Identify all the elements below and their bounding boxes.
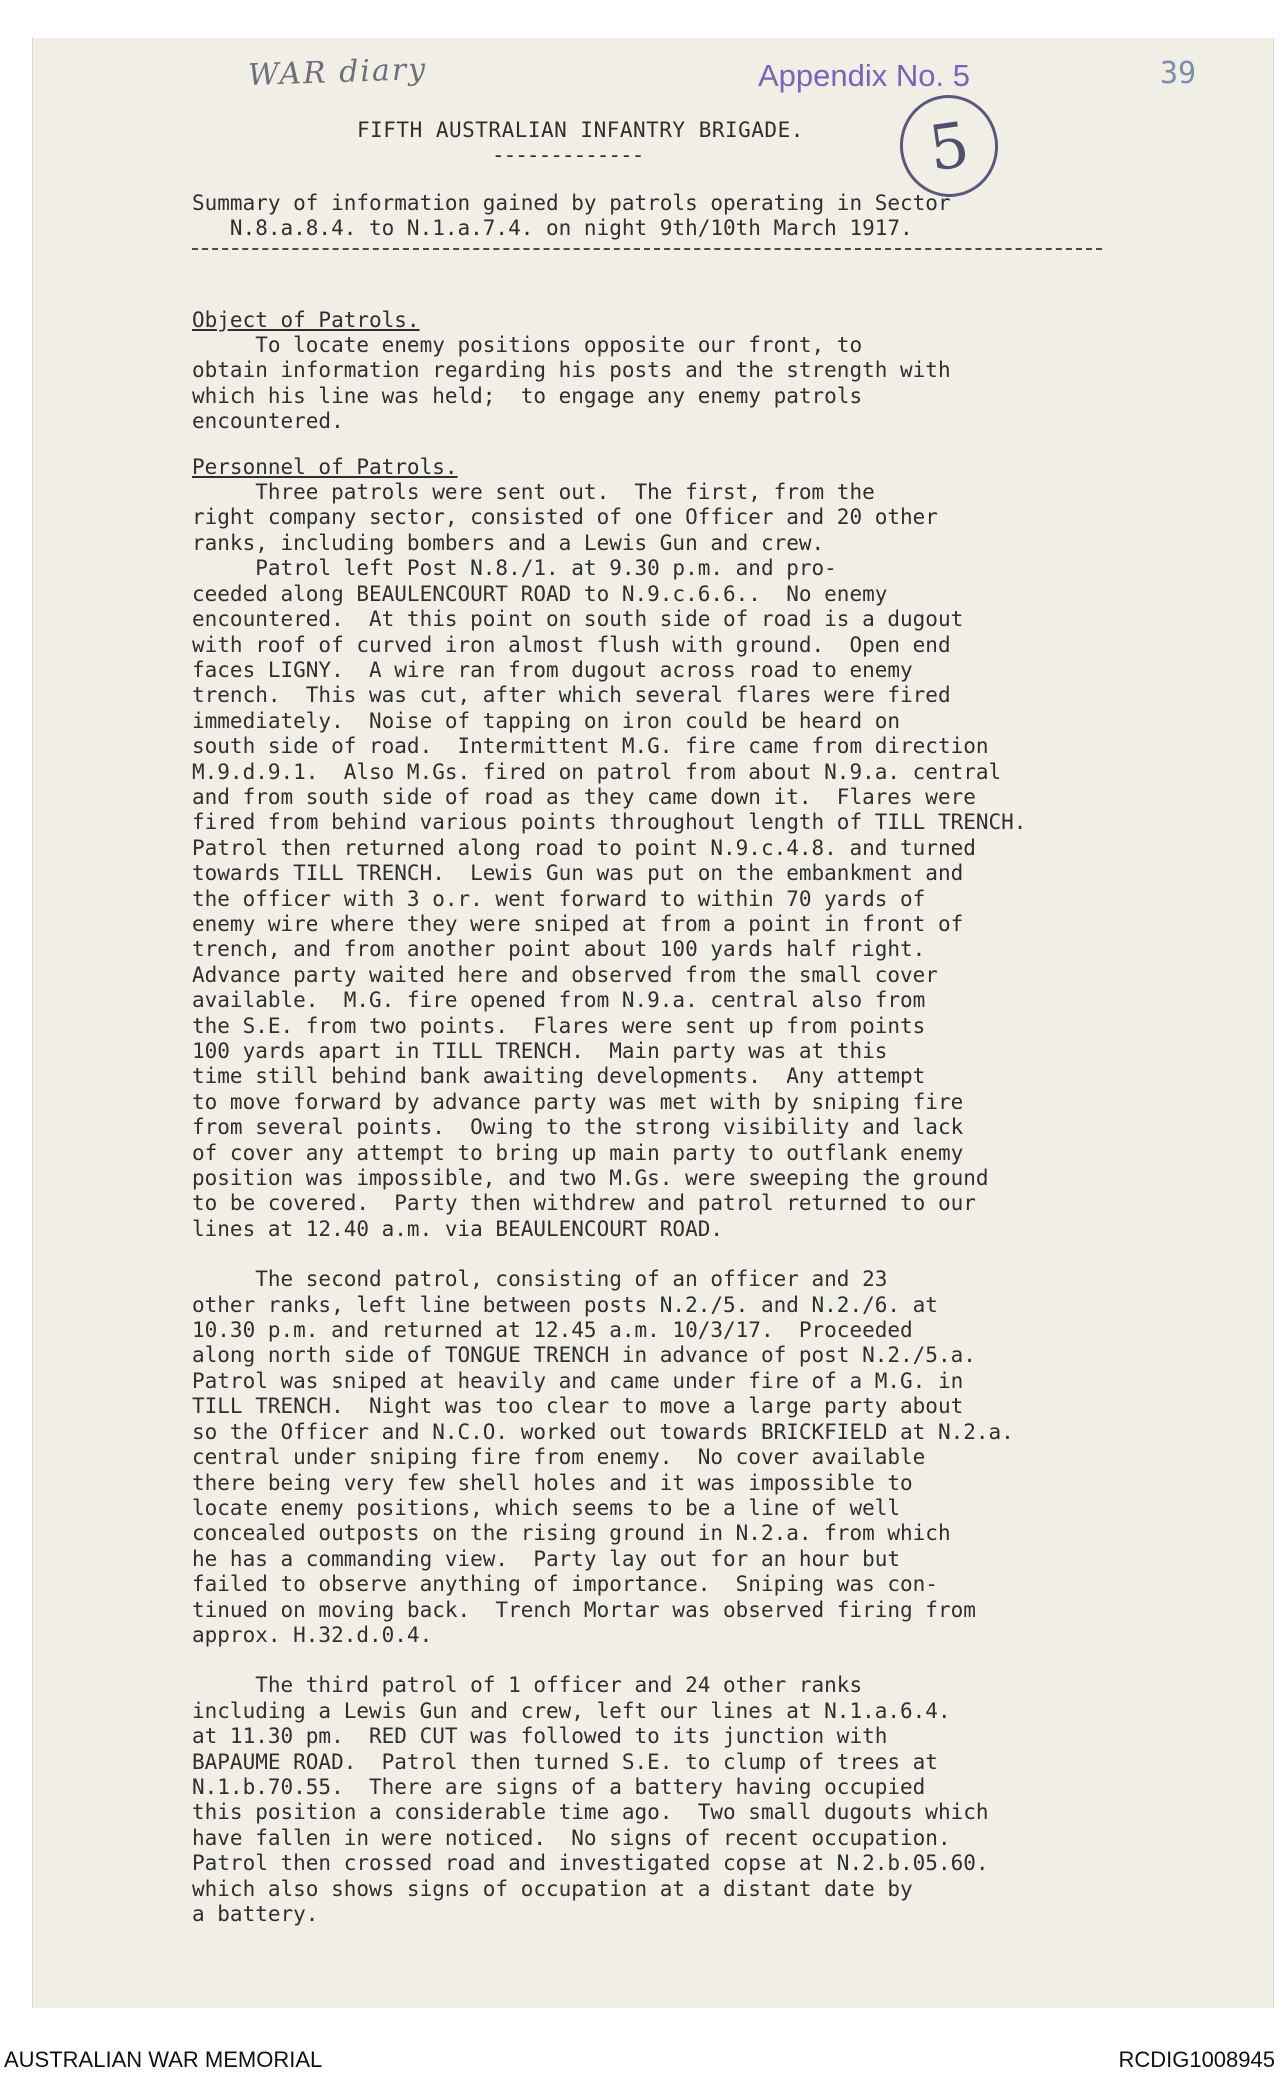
text-line: The third patrol of 1 officer and 24 other ranks xyxy=(192,1673,863,1698)
text-line: he has a commanding view. Party lay out for an hour but xyxy=(192,1546,901,1571)
summary-block xyxy=(192,191,1192,242)
text-line: immediately. Noise of tapping on iron could be heard on xyxy=(192,708,901,733)
text-line: encountered. At this point on south side of road is a dugout xyxy=(192,607,964,632)
text-line: which also shows signs of occupation at a distant date by xyxy=(192,1876,913,1901)
text-line: so the Officer and N.C.O. worked out towards BRICKFIELD at N.2.a. xyxy=(192,1419,1014,1444)
section-rule xyxy=(192,248,1102,250)
personnel-heading: Personnel of Patrols. xyxy=(192,454,458,479)
text-line: encountered. xyxy=(192,409,344,434)
text-line: 10.30 p.m. and returned at 12.45 a.m. 10/3/17. Proceeded xyxy=(192,1318,913,1343)
text-line: N.1.b.70.55. There are signs of a battery having occupied xyxy=(192,1774,926,1799)
text-line: Patrol then crossed road and investigated copse at N.2.b.05.60. xyxy=(192,1851,989,1876)
text-line: lines at 12.40 a.m. via BEAULENCOURT ROAD. xyxy=(192,1216,724,1241)
text-line: tinued on moving back. Trench Mortar was observed firing from xyxy=(192,1597,976,1622)
text-line: the officer with 3 o.r. went forward to within 70 yards of xyxy=(192,886,926,911)
text-line: concealed outposts on the rising ground in N.2.a. from which xyxy=(192,1521,951,1546)
second-patrol-body xyxy=(192,1267,1192,1648)
text-line: Patrol then returned along road to point N.9.c.4.8. and turned xyxy=(192,835,976,860)
text-line: with roof of curved iron almost flush with ground. Open end xyxy=(192,632,951,657)
text-line: from several points. Owing to the strong visibility and lack xyxy=(192,1115,964,1140)
text-line: Patrol left Post N.8./1. at 9.30 p.m. and pro- xyxy=(192,556,837,581)
text-line: position was impossible, and two M.Gs. were sweeping the ground xyxy=(192,1166,989,1191)
text-line: BAPAUME ROAD. Patrol then turned S.E. to clump of trees at xyxy=(192,1749,938,1774)
text-line: To locate enemy positions opposite our front, to xyxy=(192,333,863,358)
text-line: a battery. xyxy=(192,1902,319,1926)
appendix-stamp: Appendix No. 5 xyxy=(758,58,970,93)
object-section xyxy=(192,308,1192,435)
text-line: there being very few shell holes and it was impossible to xyxy=(192,1470,913,1495)
object-body xyxy=(192,333,1192,435)
text-line: ranks, including bombers and a Lewis Gun and crew. xyxy=(192,530,825,555)
object-heading: Object of Patrols. xyxy=(192,307,420,332)
circled-number-text: 5 xyxy=(924,107,974,185)
personnel-section xyxy=(192,455,1192,1243)
text-line: of cover any attempt to bring up main party to outflank enemy xyxy=(192,1140,964,1165)
text-line: along north side of TONGUE TRENCH in advance of post N.2./5.a. xyxy=(192,1343,976,1368)
text-line: time still behind bank awaiting developments. Any attempt xyxy=(192,1064,926,1089)
title-underline: ------------- xyxy=(492,143,644,168)
text-line: the S.E. from two points. Flares were sent up from points xyxy=(192,1013,926,1038)
text-line: central under sniping fire from enemy. No cover available xyxy=(192,1445,926,1470)
text-line: to move forward by advance party was met with by sniping fire xyxy=(192,1089,964,1114)
text-line: this position a considerable time ago. Two small dugouts which xyxy=(192,1800,989,1825)
text-line: and from south side of road as they came down it. Flares were xyxy=(192,784,976,809)
document-title: FIFTH AUSTRALIAN INFANTRY BRIGADE. xyxy=(357,118,804,142)
typed-document xyxy=(192,118,1192,1927)
text-line: faces LIGNY. A wire ran from dugout across road to enemy xyxy=(192,657,913,682)
text-line: failed to observe anything of importance. Sniping was con- xyxy=(192,1572,938,1597)
text-line: Three patrols were sent out. The first, from the xyxy=(192,480,875,505)
text-line: M.9.d.9.1. Also M.Gs. fired on patrol from about N.9.a. central xyxy=(192,759,1002,784)
third-patrol-body xyxy=(192,1673,1192,1927)
summary-line: N.8.a.8.4. to N.1.a.7.4. on night 9th/10th March 1917. xyxy=(192,216,913,241)
text-line: The second patrol, consisting of an officer and 23 xyxy=(192,1267,888,1292)
text-line: right company sector, consisted of one Officer and 20 other xyxy=(192,505,938,530)
text-line: Patrol was sniped at heavily and came under fire of a M.G. in xyxy=(192,1368,964,1393)
text-line: available. M.G. fire opened from N.9.a. central also from xyxy=(192,988,926,1013)
text-line: fired from behind various points throughout length of TILL TRENCH. xyxy=(192,810,1027,835)
handwritten-war-diary-note: WAR diary xyxy=(247,51,428,94)
first-patrol-body xyxy=(192,480,1192,1242)
text-line: trench, and from another point about 100 yards half right. xyxy=(192,937,926,962)
text-line: TILL TRENCH. Night was too clear to move a large party about xyxy=(192,1394,964,1419)
summary-line: Summary of information gained by patrols operating in Sector xyxy=(192,190,951,215)
text-line: 100 yards apart in TILL TRENCH. Main party was at this xyxy=(192,1039,888,1063)
text-line: including a Lewis Gun and crew, left our lines at N.1.a.6.4. xyxy=(192,1698,951,1723)
text-line: Advance party waited here and observed from the small cover xyxy=(192,962,938,987)
footer-archive-name: AUSTRALIAN WAR MEMORIAL xyxy=(4,2047,323,2072)
text-line: have fallen in were noticed. No signs of recent occupation. xyxy=(192,1825,951,1850)
text-line: to be covered. Party then withdrew and patrol returned to our xyxy=(192,1191,976,1216)
text-line: ceeded along BEAULENCOURT ROAD to N.9.c.6.6.. No enemy xyxy=(192,581,888,606)
text-line: at 11.30 pm. RED CUT was followed to its junction with xyxy=(192,1724,888,1749)
text-line: other ranks, left line between posts N.2./5. and N.2./6. at xyxy=(192,1292,938,1317)
footer-record-id: RCDIG1008945 xyxy=(1118,2047,1275,2072)
text-line: towards TILL TRENCH. Lewis Gun was put on the embankment and xyxy=(192,861,964,886)
text-line: trench. This was cut, after which several flares were fired xyxy=(192,683,951,708)
text-line: approx. H.32.d.0.4. xyxy=(192,1622,433,1647)
text-line: obtain information regarding his posts and the strength with xyxy=(192,358,951,383)
text-line: locate enemy positions, which seems to be a line of well xyxy=(192,1495,901,1520)
text-line: south side of road. Intermittent M.G. fire came from direction xyxy=(192,734,989,759)
folio-number: 39 xyxy=(1160,56,1197,91)
text-line: which his line was held; to engage any enemy patrols xyxy=(192,383,863,408)
text-line: enemy wire where they were sniped at from a point in front of xyxy=(192,911,964,936)
